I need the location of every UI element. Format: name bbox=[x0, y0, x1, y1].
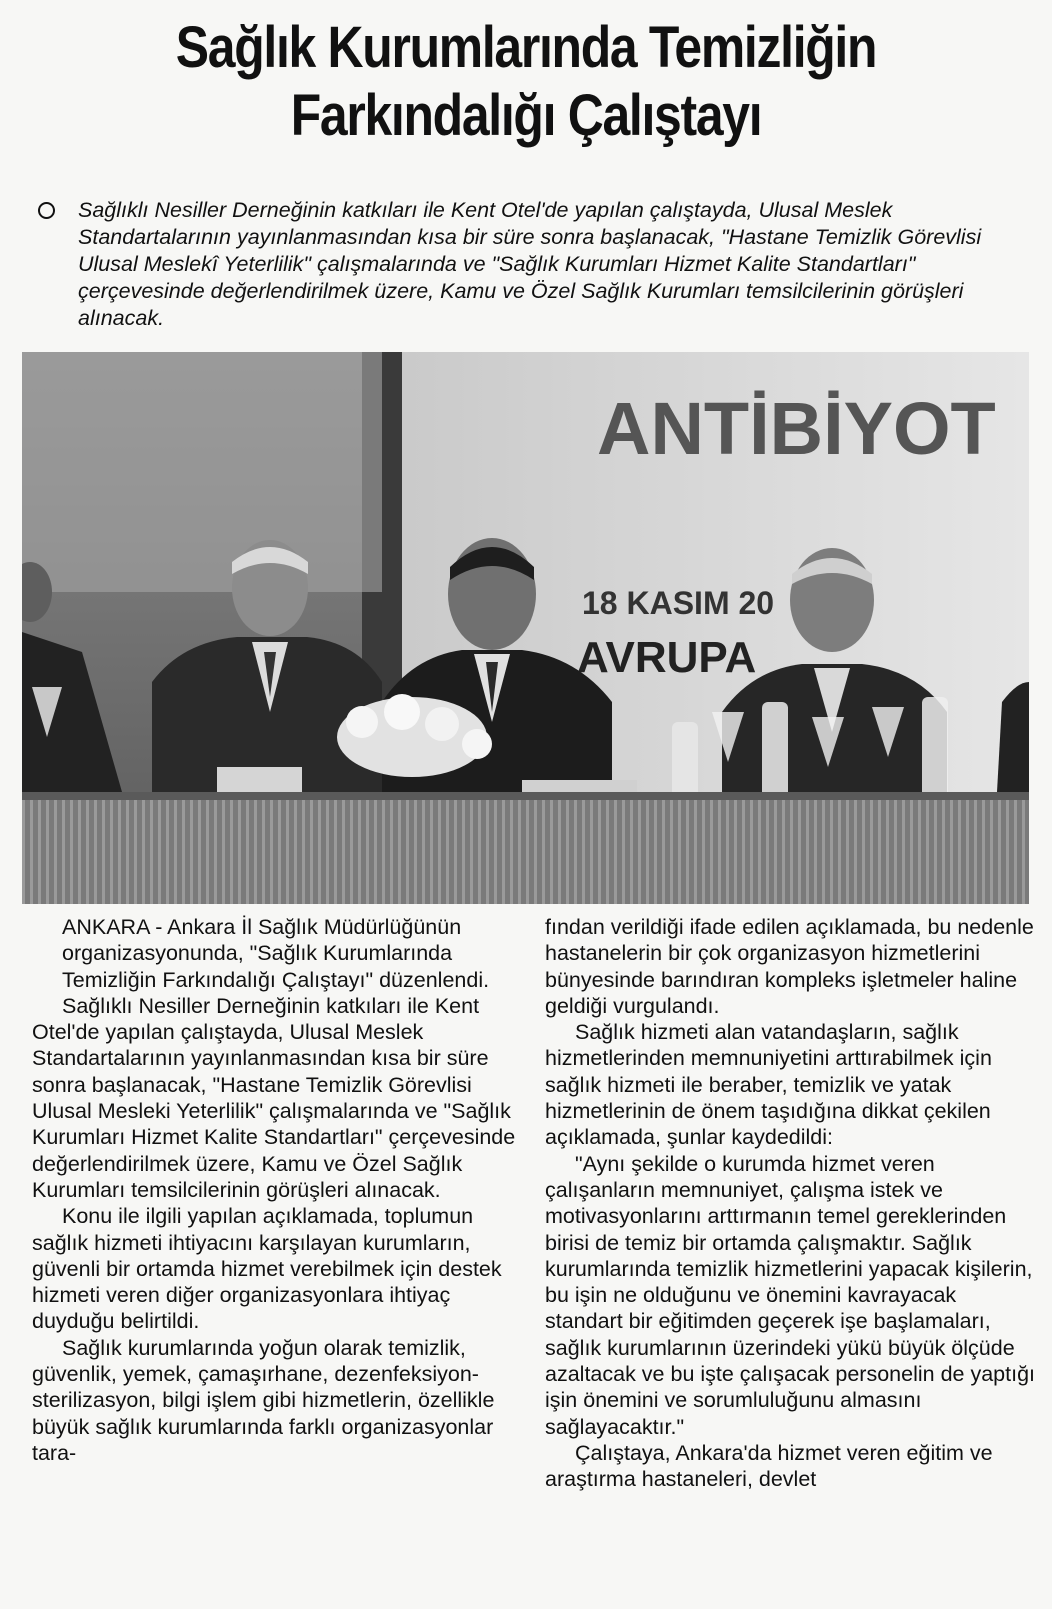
banner-date-text: 18 KASIM 20 bbox=[582, 585, 775, 621]
banner-avrupa-text: AVRUPA bbox=[577, 633, 757, 682]
lead-text: Sağlıklı Nesiller Derneğinin katkıları ile Kent Otel'de yapılan çalıştayda, Ulusal Meslek Standartalarının yayınlanmasından kısa bir süre sonra başlanacak, "Hastane Temizlik Görevlisi Ulusal Meslekî Yeterlilik" çalışmalarında ve "Sağlık Kurumları Hizmet Kalite Standartları" çerçevesinde değerlendirilmek üzere, Kamu ve Özel Sağlık Kurumları temsilcilerinin görüşleri alınacak. bbox=[78, 198, 982, 330]
paragraph: ANKARA - Ankara İl Sağlık Müdürlüğünün organizasyonunda, "Sağlık Kurumlarında Temizliğin Farkındalığı Çalıştayı" düzenlendi. bbox=[62, 915, 490, 992]
circle-bullet-icon bbox=[38, 202, 55, 219]
headline bbox=[74, 14, 979, 150]
quote-paragraph: "Aynı şekilde o kurumda hizmet veren çalışanların memnuniyet, çalışma istek ve motivasyonlarını arttırmanın temel gereklerinden birisi de temiz bir ortamda çalışmaktır. Sağlık kurumlarında temizlik hizmetlerini yapacak kişilerin, bu işin ne olduğunu ve önemini kavrayacak standart bir eğitimden geçerek işe başlamaları, sağlık kurumlarının üzerindeki yükü büyük ölçüde azaltacak ve bu işte çalışacak personelin de yaptığı işin önemini ve sorumluluğunu almasını sağlayacaktır." bbox=[545, 1151, 1036, 1439]
paragraph: fından verildiği ifade edilen açıklamada, bu nedenle hastanelerin bir çok organizasyon hizmetlerini bünyesinde barındıran kompleks işletmeler haline geldiği vurgulandı. bbox=[545, 915, 1034, 1018]
lead-paragraph bbox=[38, 197, 1028, 332]
paragraph: Sağlık kurumlarında yoğun olarak temizlik, güvenlik, yemek, çamaşırhane, dezenfeksiyon-sterilizasyon, bilgi işlem gibi hizmetlerin, özellikle büyük sağlık kurumlarında farklı organizasyonlar tara- bbox=[32, 1335, 495, 1465]
photo-illustration bbox=[22, 352, 1029, 904]
paragraph: Çalıştaya, Ankara'da hizmet veren eğitim ve araştırma hastaneleri, devlet bbox=[545, 1440, 993, 1492]
banner-text: ANTİBİYOT bbox=[597, 387, 996, 470]
news-photo bbox=[22, 352, 1029, 904]
headline-line-2: Farkındalığı Çalıştayı bbox=[290, 83, 762, 148]
headline-line-1: Sağlık Kurumlarında Temizliğin bbox=[175, 15, 877, 80]
paragraph: Sağlık hizmeti alan vatandaşların, sağlık hizmetlerinden memnuniyetini arttırabilmek için sağlık hizmeti ile beraber, temizlik ve yatak hizmetlerinin de önem taşıdığına dikkat çekilen açıklamada, şunlar kaydedildi: bbox=[545, 1020, 992, 1150]
article-column-2 bbox=[545, 914, 1035, 1493]
paragraph: Sağlıklı Nesiller Derneğinin katkıları ile Kent Otel'de yapılan çalıştayda, Ulusal Meslek Standartalarının yayınlanmasından kısa bir süre sonra başlanacak, "Hastane Temizlik Görevlisi Ulusal Mesleki Yeterlilik" çalışmalarında ve "Sağlık Kurumları Hizmet Kalite Standartları" çerçevesinde değerlendirilmek üzere, Kamu ve Özel Sağlık Kurumları temsilcilerinin görüşleri alınacak. bbox=[32, 993, 516, 1202]
article-column-1 bbox=[32, 914, 522, 1466]
paragraph: Konu ile ilgili yapılan açıklamada, toplumun sağlık hizmeti ihtiyacını karşılayan kurumların, güvenli bir ortamda hizmet verebilmek için destek hizmeti veren diğer organizasyonlara ihtiyaç duyduğu belirtildi. bbox=[32, 1204, 502, 1334]
